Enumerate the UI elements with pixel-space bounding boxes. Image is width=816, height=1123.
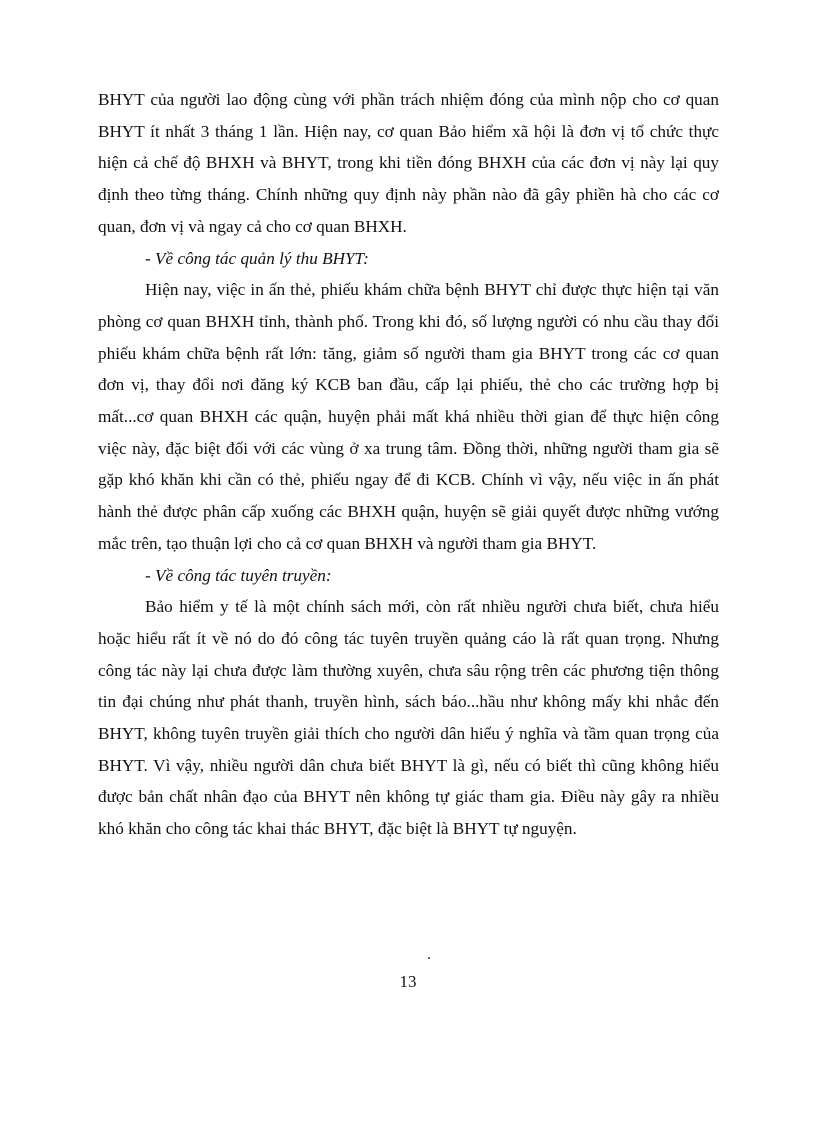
scan-speck (428, 957, 430, 959)
paragraph-revenue-management: Hiện nay, việc in ấn thẻ, phiếu khám chữa bệnh BHYT chỉ được thực hiện tại văn phòng cơ quan BHXH tỉnh, thành phố. Trong khi đó, số lượng người có nhu cầu thay đổi phiếu khám chữa bệnh rất lớn: tăng, giảm số người tham gia BHYT trong các cơ quan đơn vị, thay đổi nơi đăng ký KCB ban đầu, cấp lại phiếu, thẻ cho các trường hợp bị mất...cơ quan BHXH các quận, huyện phải mất khá nhiều thời gian để thực hiện công việc này, đặc biệt đối với các vùng ở xa trung tâm. Đồng thời, những người tham gia sẽ gặp khó khăn khi cần có thẻ, phiếu ngay để đi KCB. Chính vì vậy, nếu việc in ấn phát hành thẻ được phân cấp xuống các BHXH quận, huyện sẽ giải quyết được những vướng mắc trên, tạo thuận lợi cho cả cơ quan BHXH và người tham gia BHYT. (98, 280, 719, 553)
section-heading-revenue-management: - Về công tác quản lý thu BHYT: (145, 248, 369, 268)
page-number: 13 (399, 972, 417, 991)
body-text (98, 84, 719, 845)
paragraph-continuation: BHYT của người lao động cùng với phần trách nhiệm đóng của mình nộp cho cơ quan BHYT ít nhất 3 tháng 1 lần. Hiện nay, cơ quan Bảo hiểm xã hội là đơn vị tổ chức thực hiện cả chế độ BHXH và BHYT, trong khi tiền đóng BHXH của các đơn vị này lại quy định theo từng tháng. Chính những quy định này phần nào đã gây phiền hà cho các cơ quan, đơn vị và ngay cả cho cơ quan BHXH. (98, 90, 719, 236)
section-heading-communication: - Về công tác tuyên truyền: (145, 565, 332, 585)
paragraph-communication: Bảo hiểm y tế là một chính sách mới, còn rất nhiều người chưa biết, chưa hiểu hoặc hiểu rất ít về nó do đó công tác tuyên truyền quảng cáo là rất quan trọng. Nhưng công tác này lại chưa được làm thường xuyên, chưa sâu rộng trên các phương tiện thông tin đại chúng như phát thanh, truyền hình, sách báo...hầu như không mấy khi nhắc đến BHYT, không tuyên truyền giải thích cho người dân hiểu ý nghĩa và tầm quan trọng của BHYT. Vì vậy, nhiều người dân chưa biết BHYT là gì, nếu có biết thì cũng không hiểu được bản chất nhân đạo của BHYT nên không tự giác tham gia. Điều này gây ra nhiều khó khăn cho công tác khai thác BHYT, đặc biệt là BHYT tự nguyện. (98, 597, 719, 839)
